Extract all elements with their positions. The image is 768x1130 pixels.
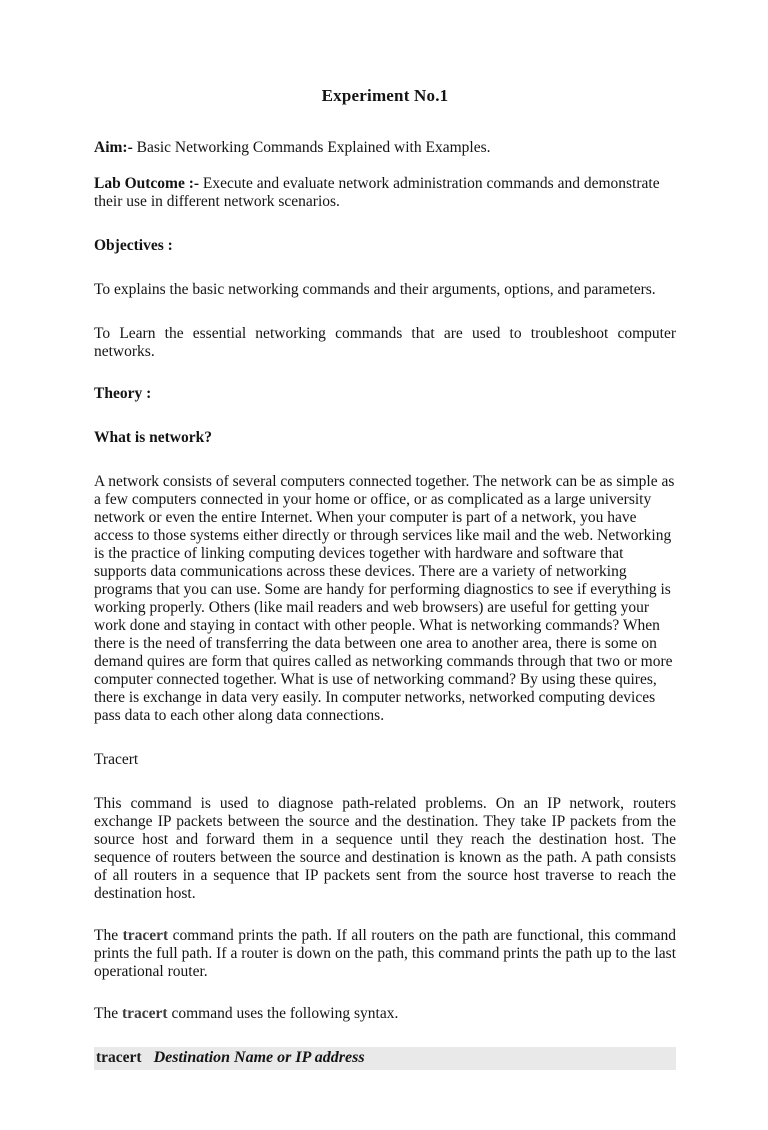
tracert-paragraph-3 [94,1005,676,1023]
what-is-network-heading: What is network? [94,429,212,446]
objective-item-2: To Learn the essential networking commands that are used to troubleshoot computer networks. [94,325,676,360]
tracert-p2-command: tracert [122,927,169,944]
tracert-syntax-line [94,1047,676,1070]
syntax-command: tracert [96,1049,142,1066]
syntax-argument: Destination Name or IP address [153,1049,365,1066]
objective-item-1: To explains the basic networking commands and their arguments, options, and parameters. [94,281,656,298]
lab-outcome-label: Lab Outcome :- [94,175,200,192]
aim-paragraph [94,139,676,157]
tracert-heading: Tracert [94,751,139,768]
tracert-paragraph-1: This command is used to diagnose path-related problems. On an IP network, routers exchange IP packets between the source and the destination. They take IP packets from the source host and forward them in a sequence until they reach the destination host. The sequence of routers between the source and destination is known as the path. A path consists of all routers in a sequence that IP packets sent from the source host traverse to reach the destination host. [94,795,676,902]
lab-outcome-paragraph [94,175,676,211]
aim-label: Aim:- [94,139,133,156]
tracert-paragraph-2 [94,927,676,981]
tracert-p2-rest: command prints the path. If all routers on the path are functional, this command prints the full path. If a router is down on the path, this command prints the path up to the last operational router. [94,927,676,980]
tracert-p3-command: tracert [121,1005,168,1022]
lab-outcome-text: Execute and evaluate network administration commands and demonstrate their use in different network scenarios. [94,175,660,210]
tracert-p2-prefix: The [94,927,123,944]
theory-heading: Theory : [94,385,152,402]
tracert-p3-rest: command uses the following syntax. [167,1005,399,1022]
what-is-network-body: A network consists of several computers connected together. The network can be as simple as a few computers connected in your home or office, or as complicated as a large university network or even the entire Internet. When your computer is part of a network, you have access to those systems either directly or through services like mail and the web. Networking is the practice of linking computing devices together with hardware and software that supports data communications across these devices. There are a variety of networking programs that you can use. Some are handy for performing diagnostics to see if everything is working properly. Others (like mail readers and web browsers) are useful for getting your work done and staying in contact with other people. What is networking commands? When there is the need of transferring the data between one area to another area, there is some on demand quires are form that quires called as networking commands through that two or more computer connected together. What is use of networking command? By using these quires, there is exchange in data very easily. In computer networks, networked computing devices pass data to each other along data connections. [94,473,675,724]
document-title: Experiment No.1 [321,86,449,105]
tracert-p3-prefix: The [94,1005,122,1022]
objectives-heading: Objectives : [94,237,173,254]
aim-text: Basic Networking Commands Explained with Examples. [132,139,491,156]
